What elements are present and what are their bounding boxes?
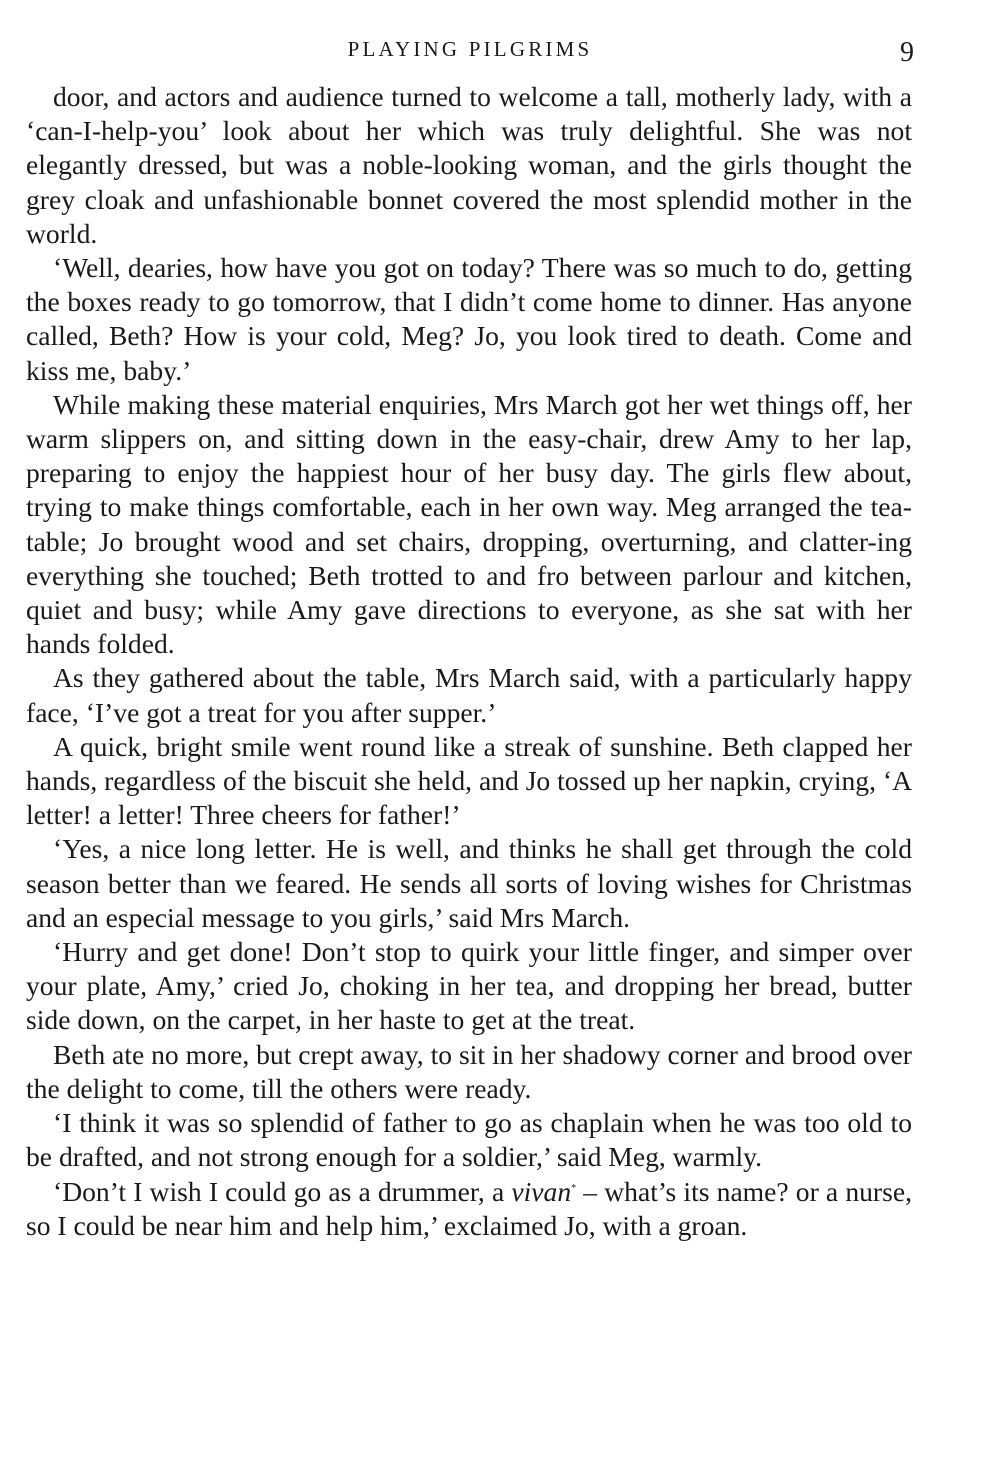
paragraph: ‘Well, dearies, how have you got on today? There was so much to do, getting the boxes ready to go tomorrow, that I didn’t come home to dinner. Has anyone called, Beth? How is your cold, Meg? Jo, you look tired to death. Come and kiss me, baby.’ [26,252,912,386]
paragraph-text: – what’s its name? or a nurse, so I could be near him and help him,’ exclaimed Jo, with a groan. [26,1175,912,1241]
running-header [0,34,1000,68]
paragraph: As they gathered about the table, Mrs March said, with a particularly happy face, ‘I’ve got a treat for you after supper.’ [26,662,912,728]
body-text [26,80,912,1243]
footnote-marker[interactable]: * [571,1182,577,1194]
paragraph: ‘I think it was so splendid of father to go as chaplain when he was too old to be drafted, and not strong enough for a soldier,’ said Meg, warmly. [26,1107,912,1173]
running-title: PLAYING PILGRIMS [347,37,593,61]
paragraph: ‘Hurry and get done! Don’t stop to quirk your little finger, and simper over your plate, Amy,’ cried Jo, choking in her tea, and dropping her bread, butter side down, on the carpet, in her haste to get at the treat. [26,936,912,1036]
paragraph: Beth ate no more, but crept away, to sit in her shadowy corner and brood over the delight to come, till the others were ready. [26,1038,912,1104]
paragraph: A quick, bright smile went round like a streak of sunshine. Beth clapped her hands, regardless of the biscuit she held, and Jo tossed up her napkin, crying, ‘A letter! a letter! Three cheers for father!’ [26,730,912,831]
paragraph: While making these material enquiries, Mrs March got her wet things off, her warm slippers on, and sitting down in the easy-chair, drew Amy to her lap, preparing to enjoy the happiest hour of her busy day. The girls flew about, trying to make things comfortable, each in her own way. Meg arranged the tea-table; Jo brought wood and set chairs, dropping, overturning, and clatter-ing everything she touched; Beth trotted to and fro between parlour and kitchen, quiet and busy; while Amy gave directions to everyone, as she sat with her hands folded. [26,388,912,660]
page-number: 9 [900,37,914,68]
paragraph: ‘Yes, a nice long letter. He is well, and thinks he shall get through the cold season better than we feared. He sends all sorts of loving wishes for Christmas and an especial message to you girls,’ said Mrs March. [26,833,912,933]
paragraph-text: ‘Don’t I wish I could go as a drummer, a [53,1175,512,1207]
paragraph-last [26,1175,912,1243]
italic-term: vivan [511,1175,572,1207]
paragraph: door, and actors and audience turned to welcome a tall, motherly lady, with a ‘can-I-help-you’ look about her which was truly delightful. She was not elegantly dressed, but was a noble-looking woman, and the girls thought the grey cloak and unfashionable bonnet covered the most splendid mother in the world. [26,81,912,249]
